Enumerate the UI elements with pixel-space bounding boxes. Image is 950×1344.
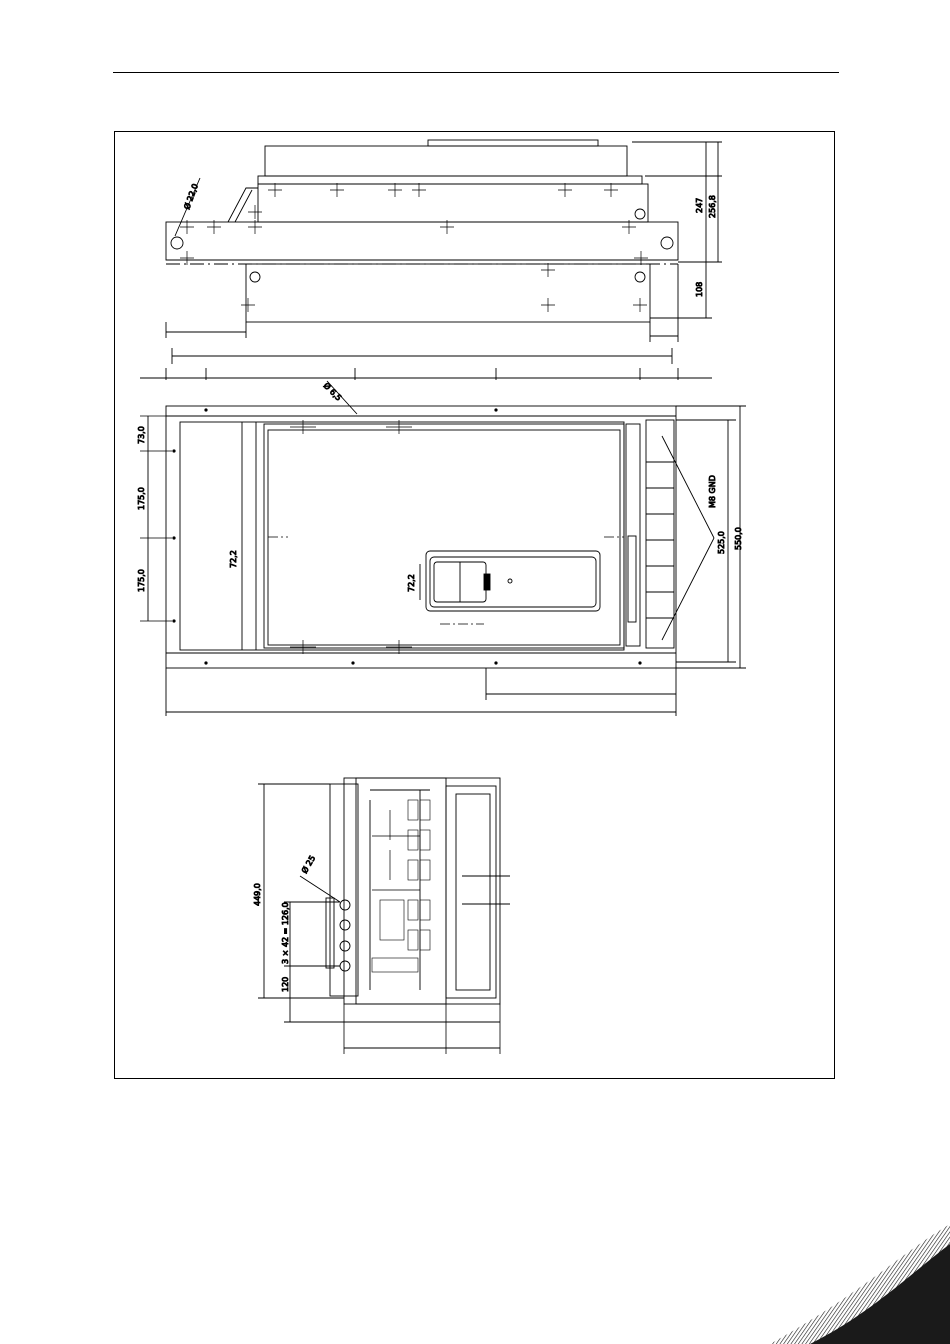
front-dim-175-b: 175,0 bbox=[137, 569, 146, 592]
top-height-256: 256,8 bbox=[708, 195, 717, 218]
side-dim-449: 449,0 bbox=[253, 883, 262, 906]
cable-entry-icon bbox=[340, 900, 350, 910]
front-dim-722-b: 72,2 bbox=[407, 574, 416, 592]
top-view bbox=[166, 140, 722, 342]
top-height-247: 247 bbox=[695, 197, 704, 213]
front-hole-dia: Ø 6,5 bbox=[321, 381, 344, 403]
mount-hole-icon bbox=[171, 237, 183, 249]
cable-entry-icon bbox=[340, 941, 350, 951]
front-ground-label: M8 GND bbox=[708, 475, 717, 508]
terminal-blocks bbox=[372, 800, 430, 972]
side-hole-dia: Ø 25 bbox=[299, 854, 318, 875]
front-dim-73: 73,0 bbox=[137, 426, 146, 444]
mount-hole-icon bbox=[635, 272, 645, 282]
front-dim-722-a: 72,2 bbox=[229, 550, 238, 568]
top-height-108: 108 bbox=[695, 281, 704, 297]
cable-entry-icon bbox=[340, 961, 350, 971]
mount-hole-icon bbox=[250, 272, 260, 282]
side-dim-120: 120 bbox=[281, 976, 290, 992]
top-hole-dia: Ø 22,0 bbox=[182, 182, 200, 211]
centre-marks bbox=[180, 183, 648, 312]
keypad-led-icon bbox=[508, 579, 512, 583]
cable-entry-icon bbox=[340, 920, 350, 930]
mount-hole-icon bbox=[635, 209, 645, 219]
front-dim-175-a: 175,0 bbox=[137, 487, 146, 510]
mount-hole-icon bbox=[661, 237, 673, 249]
front-dim-550: 550,0 bbox=[734, 527, 743, 550]
corner-swoosh bbox=[750, 1224, 950, 1344]
side-dim-pitch: 3 × 42 = 126,0 bbox=[281, 902, 290, 964]
front-dim-525: 525,0 bbox=[717, 531, 726, 554]
side-view bbox=[258, 778, 510, 1054]
front-view bbox=[140, 348, 746, 716]
